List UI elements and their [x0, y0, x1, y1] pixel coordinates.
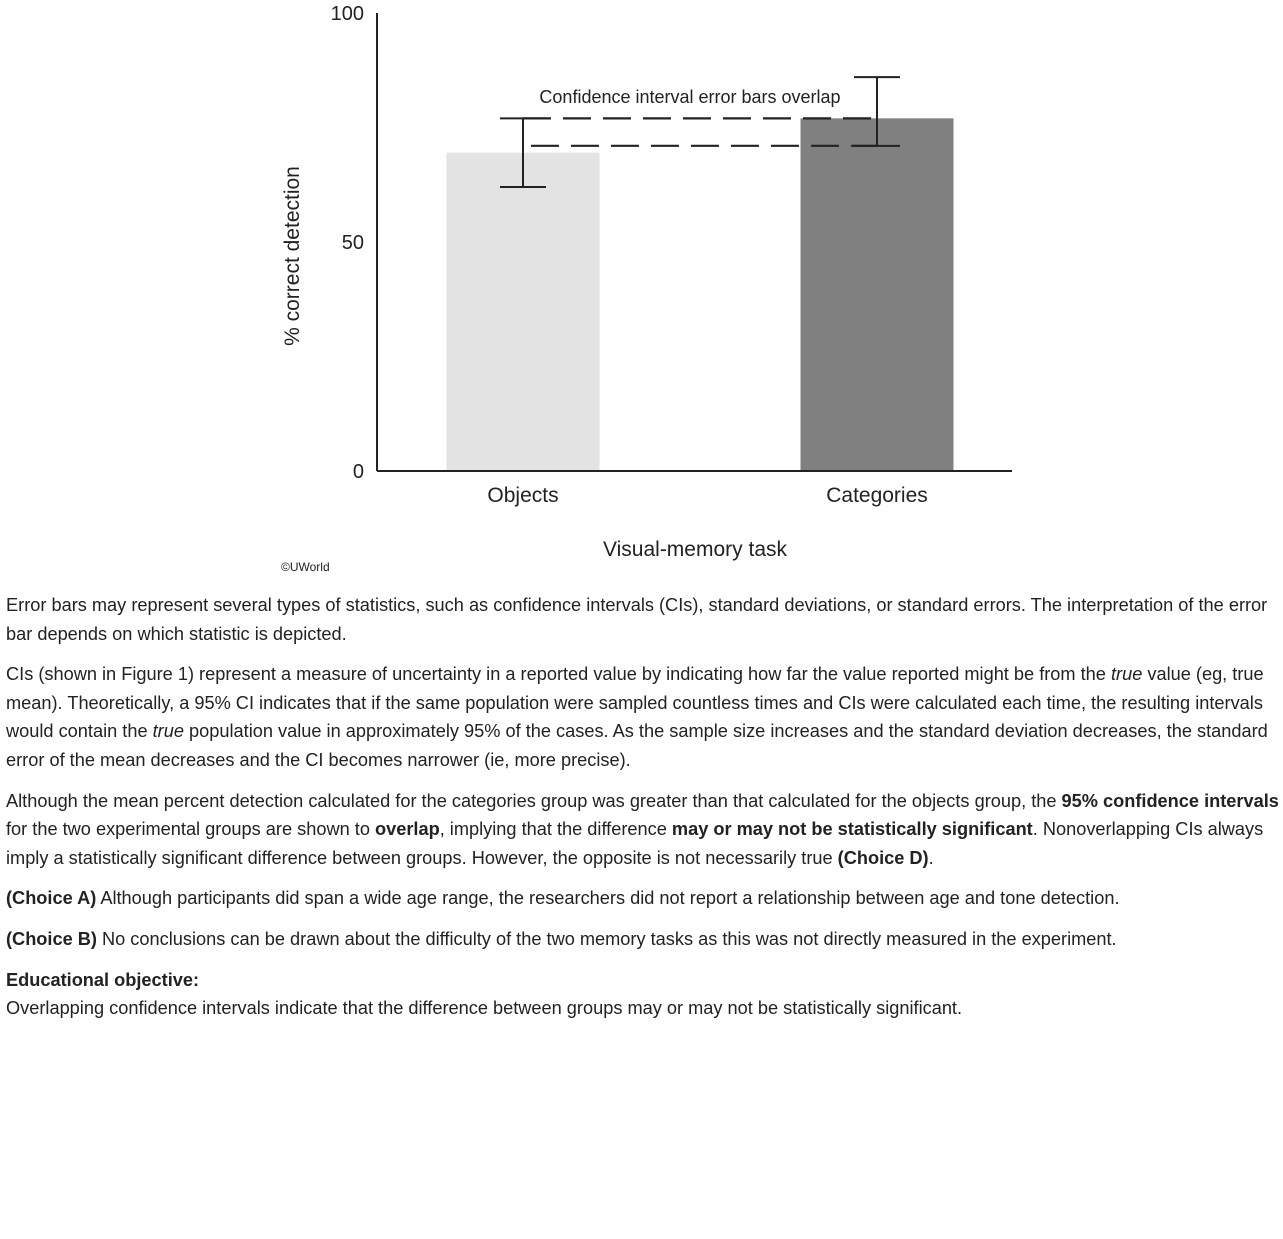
y-tick-label: 0 [352, 461, 364, 483]
bold-text: 95% confidence intervals [1061, 790, 1279, 811]
text-span: Overlapping confidence intervals indicate that the difference between groups may or may not be statistically significant. [6, 998, 963, 1019]
x-category-label: Categories [826, 484, 928, 507]
paragraph-overlap [6, 787, 1283, 873]
text-span: . Nonoverlapping CIs always imply a statistically significant difference between groups. However, the opposite is not necessarily true [6, 819, 1264, 868]
paragraph-choice-a [6, 884, 1283, 913]
x-category-label: Objects [487, 484, 559, 507]
bar-chart [0, 0, 1283, 590]
paragraph-choice-b [6, 925, 1283, 954]
objective-heading-text: Educational objective: [6, 969, 200, 990]
text-span: Although the mean percent detection calculated for the categories group was greater than that calculated for the objects group, the [6, 790, 1062, 811]
objective-heading [6, 966, 1283, 995]
paragraph-error-bars [6, 591, 1283, 648]
text-span: , implying that the difference [439, 819, 672, 840]
bold-text: overlap [375, 819, 440, 840]
choice-label: (Choice A) [6, 888, 97, 909]
bar-categories [801, 118, 954, 471]
emphasis-true: true [152, 721, 184, 742]
x-categories-layer [487, 484, 927, 507]
text-span: Error bars may represent several types of statistics, such as confidence intervals (CIs), standard deviations, or standard errors. The interpretation of the error bar depends on which statistic is depicted. [6, 595, 1268, 644]
y-tick-label: 50 [341, 232, 364, 254]
y-ticks-layer [331, 3, 364, 483]
text-span: for the two experimental groups are shown to [6, 819, 375, 840]
objective-text [6, 994, 1283, 1023]
choice-label: (Choice B) [6, 928, 97, 949]
x-axis-label: Visual-memory task [603, 538, 787, 561]
explanation-text [6, 591, 1283, 1023]
text-span: CIs (shown in Figure 1) represent a measure of uncertainty in a reported value by indicating how far the value reported might be from the [6, 664, 1111, 685]
text-span: Although participants did span a wide age range, the researchers did not report a relationship between age and tone detection. [96, 888, 1120, 909]
y-axis-label: % correct detection [281, 166, 304, 346]
text-span: value (eg, true mean). Theoretically, a 95% CI indicates that if the same population were sampled countless times and CIs were calculated each time, the resulting intervals would contain the [6, 664, 1264, 742]
y-tick-label: 100 [330, 3, 364, 25]
overlap-annotation: Confidence interval error bars overlap [539, 87, 841, 107]
copyright-text: ©UWorld [281, 560, 330, 574]
bold-text: (Choice D) [837, 847, 929, 868]
emphasis-true: true [1110, 664, 1143, 685]
bold-text: may or may not be statistically significant [671, 819, 1033, 840]
bar-objects [447, 153, 600, 471]
text-span: . [928, 847, 934, 868]
paragraph-ci-definition [6, 660, 1283, 774]
text-span: No conclusions can be drawn about the difficulty of the two memory tasks as this was not directly measured in the experiment. [96, 928, 1117, 949]
text-span: population value in approximately 95% of the cases. As the sample size increases and the standard deviation decreases, the standard error of the mean decreases and the CI becomes narrower (ie, more precise). [6, 721, 1268, 770]
